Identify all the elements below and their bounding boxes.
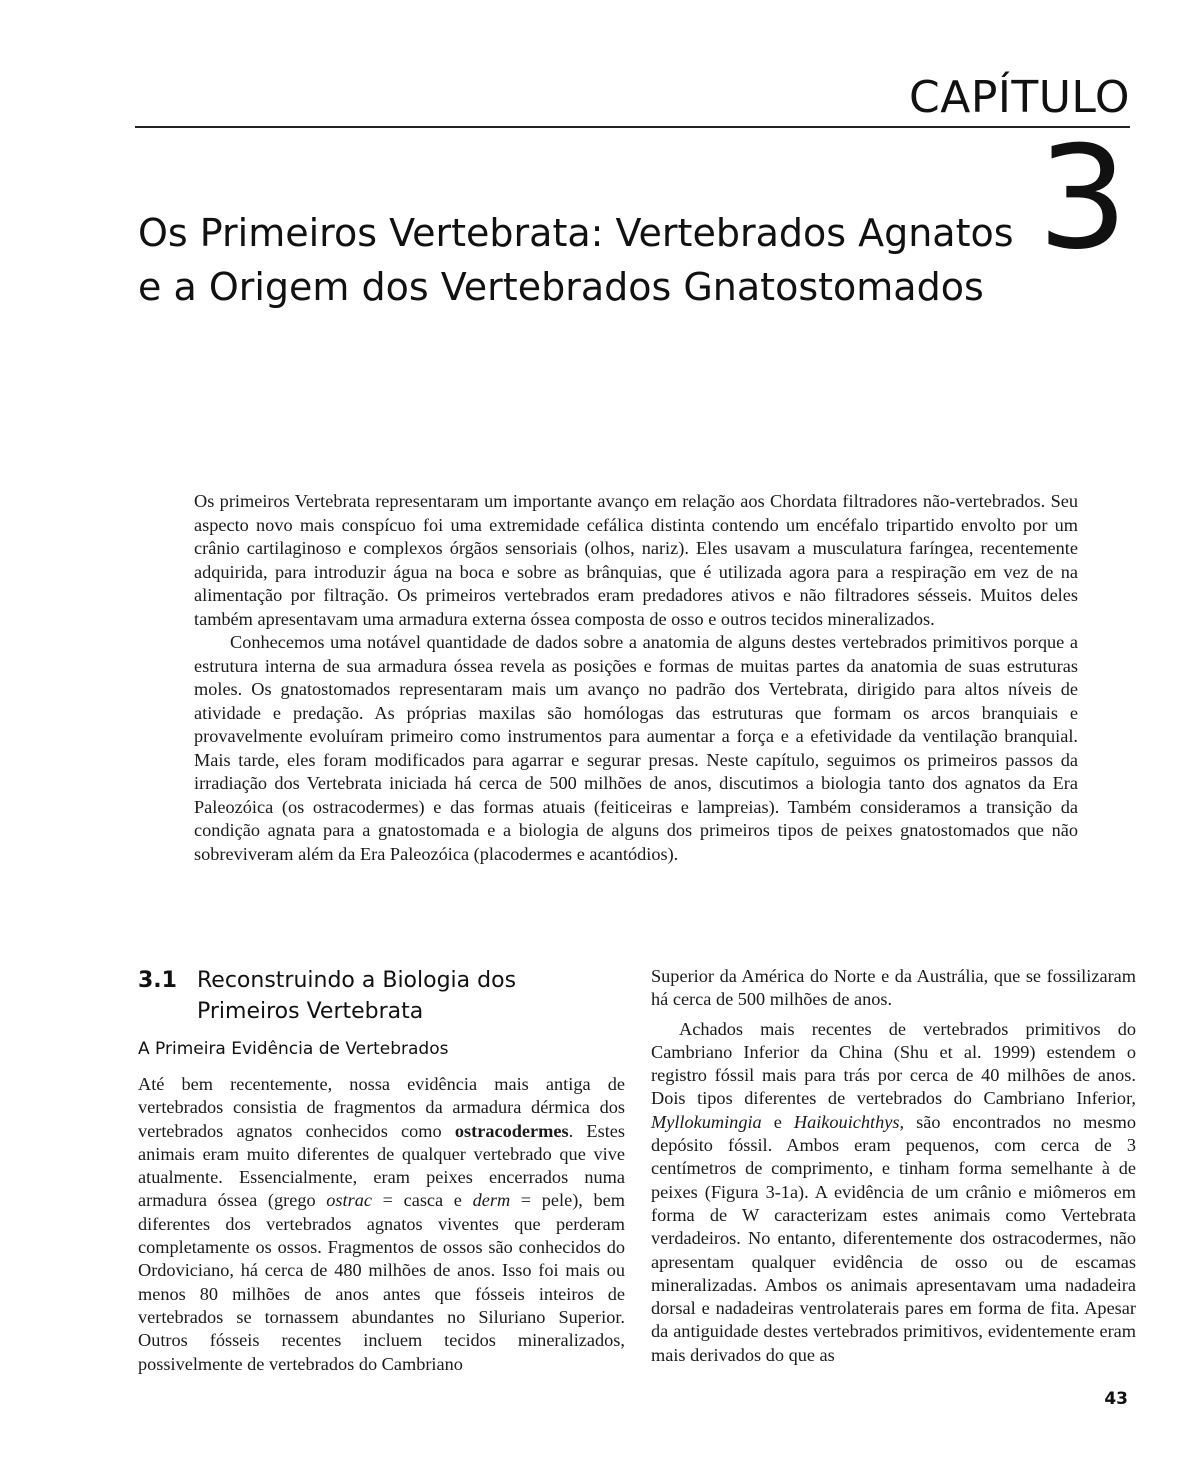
chapter-intro (194, 490, 1078, 866)
header-rule (135, 126, 1130, 128)
italic-term: ostrac (326, 1190, 372, 1211)
section-heading (138, 965, 625, 1027)
body-paragraph-continued: Superior da América do Norte e da Austrália, que se fossilizaram há cerca de 500 milhões de anos. (651, 966, 1136, 1010)
italic-term: derm (472, 1190, 511, 1211)
italic-term: Myllokumingia (651, 1111, 762, 1132)
body-paragraph (138, 1073, 625, 1376)
text-run: , são encontrados no mesmo depósito fóssil. Ambos eram pequenos, com cerca de 3 centímetros de comprimento, e tinham forma semelhante à de peixes (Figura 3-1a). A evidência de um crânio e miômeros em forma de W caracterizam estes animais como Vertebrata verdadeiros. No entanto, diferentemente dos ostracodermes, não apresentam qualquer evidência de osso ou de escamas mineralizadas. Ambos os animais apresentavam uma nadadeira dorsal e nadadeiras ventrolaterais pares em forma de fita. Apesar da antiguidade destes vertebrados primitivos, evidentemente eram mais derivados do que as (651, 1111, 1136, 1365)
body-paragraph (651, 1018, 1136, 1367)
text-run: . Estes animais eram muito diferentes de qualquer vertebrado que vive atualmente. Essencialmente, eram peixes encerrados numa armadura óssea (grego (138, 1120, 625, 1211)
text-run: e (761, 1111, 794, 1132)
page-number: 43 (1104, 1389, 1128, 1409)
text-run: = casca e (371, 1190, 473, 1211)
text-run: = pele), bem diferentes dos vertebrados agnatos viventes que perderam completamente os ossos. Fragmentos de ossos são conhecidos do Ordoviciano, há cerca de 480 milhões de anos. Isso foi mais ou menos 80 milhões de anos antes que fósseis inteiros de vertebrados se tornassem abundantes no Siluriano Superior. Outros fósseis recentes incluem tecidos mineralizados, possivelmente de vertebrados do Cambriano (138, 1190, 625, 1374)
left-column (138, 965, 625, 1376)
intro-paragraph-2: Conhecemos uma notável quantidade de dados sobre a anatomia de alguns destes vertebrados primitivos porque a estrutura interna de sua armadura óssea revela as posições e formas de muitas partes da anatomia de suas estruturas moles. Os gnatostomados representaram mais um avanço no padrão dos Vertebrata, dirigido para altos níveis de atividade e predação. As próprias maxilas são homólogas das estruturas que formam os arcos branquiais e provavelmente evoluíram primeiro como instrumentos para aumentar a força e a efetividade da ventilação branquial. Mais tarde, eles foram modificados para agarrar e segurar presas. Neste capítulo, seguimos os primeiros passos da irradiação dos Vertebrata iniciada há cerca de 500 milhões de anos, discutimos a biologia tanto dos agnatos da Era Paleozóica (os ostracodermes) e das formas atuais (feiticeiras e lampreias). Também consideramos a transição da condição agnata para a gnatostomada e a biologia de alguns dos primeiros tipos de peixes gnatostomados que não sobreviveram além da Era Paleozóica (placodermes e acantódios). (194, 632, 1078, 864)
right-column (651, 965, 1136, 1367)
section-number: 3.1 (138, 968, 177, 993)
bold-term: ostracodermes (454, 1120, 569, 1141)
text-run: Achados mais recentes de vertebrados primitivos do Cambriano Inferior da China (Shu et al. 1999) estendem o registro fóssil mais para trás por cerca de 40 milhões de anos. Dois tipos diferentes de vertebrados do Cambriano Inferior, (651, 1018, 1136, 1109)
chapter-title: Os Primeiros Vertebrata: Vertebrados Agnatos e a Origem dos Vertebrados Gnatostomados (138, 211, 1014, 309)
subsection-heading: A Primeira Evidência de Vertebrados (138, 1039, 449, 1059)
text-run: Até bem recentemente, nossa evidência mais antiga de vertebrados consistia de fragmentos da armadura dérmica dos vertebrados agnatos conhecidos como (138, 1074, 625, 1141)
intro-paragraph-1: Os primeiros Vertebrata representaram um importante avanço em relação aos Chordata filtradores não-vertebrados. Seu aspecto novo mais conspícuo foi uma extremidade cefálica distinta contendo um encéfalo tripartido envolto por um crânio cartilaginoso e complexos órgãos sensoriais (olhos, nariz). Eles usavam a musculatura faríngea, recentemente adquirida, para introduzir água na boca e sobre as brânquias, que é utilizada agora para a respiração em vez de na alimentação por filtração. Os primeiros vertebrados eram predadores ativos e não filtradores sésseis. Muitos deles também apresentavam uma armadura externa óssea composta de osso e outros tecidos mineralizados. (194, 491, 1078, 629)
section-title: Reconstruindo a Biologia dos Primeiros Vertebrata (197, 968, 517, 1024)
italic-term: Haikouichthys (793, 1111, 900, 1132)
chapter-label: CAPÍTULO (909, 72, 1130, 123)
chapter-number: 3 (1037, 116, 1128, 281)
